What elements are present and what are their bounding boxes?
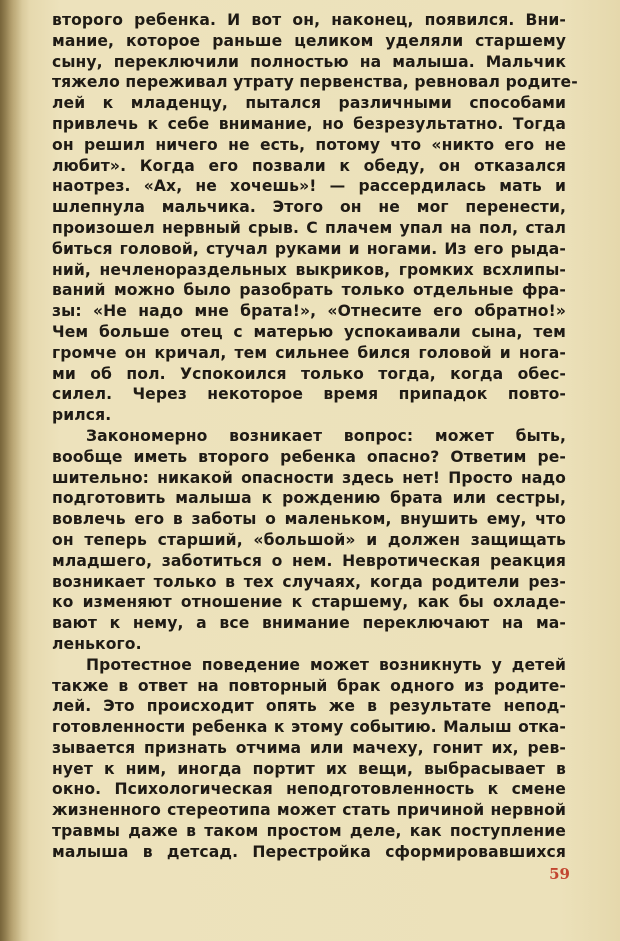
text-line: лей к младенцу, пытался различными способами [52,94,566,113]
text-line: он теперь старший, «большой» и должен защищать [52,530,566,549]
page-gutter-shadow [0,0,22,941]
text-line: нует к ним, иногда портит их вещи, выбрасывает в [52,759,566,778]
text-line: второго ребенка. И вот он, наконец, появился. Вни- [52,11,566,29]
text-line: вообще иметь второго ребенка опасно? Ответим ре- [52,447,566,466]
text-line: биться головой, стучал руками и ногами. Из его рыда- [52,239,566,258]
text-line: мание, которое раньше целиком уделяли старшему [52,31,566,50]
text-line: готовленности ребенка к этому событию. Малыш отка- [52,718,566,737]
text-line: наотрез. «Ах, не хочешь»! — рассердилась мать и [52,177,566,196]
text-line: Закономерно возникает вопрос: может быть, [86,426,566,445]
text-line: ваний можно было разобрать только отдельные фра- [52,281,566,300]
text-line: лей. Это происходит опять же в результате непод- [52,697,566,716]
text-line: окно. Психологическая неподготовленность к смене [52,780,566,799]
text-line: ний, нечленораздельных выкриков, громких всхлипы- [52,260,566,279]
text-line: ко изменяют отношение к старшему, как бы охладе- [52,593,566,612]
text-line: шлепнула мальчика. Этого он не мог перенести, [52,198,566,217]
text-line: зы: «Не надо мне брата!», «Отнесите его обратно!» [52,302,566,321]
text-line: любит». Когда его позвали к обеду, он отказался [52,156,566,175]
text-line: вают к нему, а все внимание переключают на ма- [52,614,566,633]
text-line: тяжело переживал утрату первенства, ревновал родите- [52,73,578,92]
text-line: он решил ничего не есть, потому что «никто его не [52,135,566,154]
text-line: громче он кричал, тем сильнее бился головой и нога- [52,343,566,362]
text-line: малыша в детсад. Перестройка сформировавшихся [52,842,566,861]
text-line: также в ответ на повторный брак одного из родите- [52,676,566,695]
text-line: ленького. [52,634,142,653]
text-line: травмы даже в таком простом деле, как поступление [52,822,566,841]
text-line: вовлечь его в заботы о маленьком, внушить ему, что [52,510,566,529]
paragraph-3 [52,655,566,863]
text-line: произошел нервный срыв. С плачем упал на пол, стал [52,218,566,237]
text-line: ми об пол. Успокоился только тогда, когда обес- [52,364,566,383]
text-line: шительно: никакой опасности здесь нет! Просто надо [52,468,566,487]
text-line: силел. Через некоторое время припадок повто- [52,385,566,404]
text-line: подготовить малыша к рождению брата или сестры, [52,489,566,508]
text-line: жизненного стереотипа может стать причиной нервной [52,801,566,820]
text-line: Чем больше отец с матерью успокаивали сына, тем [52,322,566,341]
text-line: младшего, заботиться о нем. Невротическая реакция [52,551,566,570]
text-line: привлечь к себе внимание, но безрезультатно. Тогда [52,114,566,133]
text-line: рился. [52,406,112,425]
text-line: сыну, переключили полностью на малыша. Мальчик [52,52,566,71]
paragraph-2 [52,426,566,655]
paragraph-1 [52,10,578,426]
text-line: Протестное поведение может возникнуть у детей [86,655,566,674]
body-text [52,10,578,863]
text-line: возникает только в тех случаях, когда родители рез- [52,572,566,591]
page-number: 59 [549,865,570,883]
text-line: зывается признать отчима или мачеху, гонит их, рев- [52,738,566,757]
